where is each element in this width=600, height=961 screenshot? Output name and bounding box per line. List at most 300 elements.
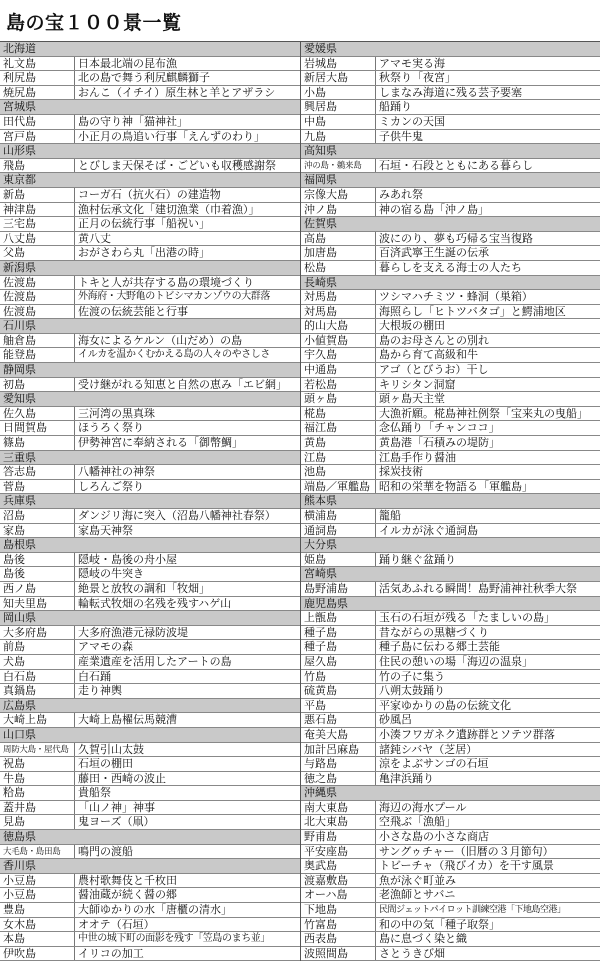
island-name: 女木島 — [3, 917, 36, 931]
table-row — [301, 392, 600, 407]
island-name: 伊吹島 — [3, 946, 36, 960]
table-row — [301, 903, 600, 918]
island-name: 宮戸島 — [3, 129, 36, 143]
treasure-description: ツシマハチミツ・蜂洞（巣箱） — [375, 290, 600, 304]
treasure-description: 海女によるケルン（山だめ）の島 — [74, 334, 300, 348]
table-row — [301, 611, 600, 626]
island-name: 頭ヶ島 — [304, 392, 337, 406]
treasure-description: 竹の子に集う — [375, 670, 600, 684]
island-name: 周防大島・屋代島 — [3, 744, 69, 755]
treasure-description: 久賀引山太鼓 — [74, 743, 300, 757]
treasure-description: イルカを温かくむかえる島の人々のやさしさ — [74, 348, 300, 362]
treasure-description: 貴船祭 — [74, 786, 300, 800]
prefecture-name: 福岡県 — [304, 173, 337, 187]
table-row — [0, 276, 300, 291]
prefecture-header — [0, 830, 300, 845]
prefecture-name: 熊本県 — [304, 494, 337, 508]
treasure-description: ミカンの天国 — [375, 115, 600, 129]
island-name: 田代島 — [3, 114, 36, 128]
prefecture-name: 徳島県 — [3, 830, 36, 844]
island-name: 神津島 — [3, 202, 36, 216]
table-row — [301, 626, 600, 641]
treasure-description: 八朔太鼓踊り — [375, 684, 600, 698]
island-name: 加唐島 — [304, 246, 337, 260]
prefecture-name: 長崎県 — [304, 275, 337, 289]
treasure-description: 黄島港「石積みの堤防」 — [375, 436, 600, 450]
island-name: 本島 — [3, 932, 25, 946]
table-row — [301, 524, 600, 539]
prefecture-header — [301, 42, 600, 57]
treasure-description: 子供牛鬼 — [375, 130, 600, 144]
island-name: 加計呂麻島 — [304, 742, 359, 756]
island-name: 飛島 — [3, 158, 25, 172]
treasure-description: 秋祭り「夜宮」 — [375, 71, 600, 85]
table-row — [301, 713, 600, 728]
island-name: 福江島 — [304, 421, 337, 435]
prefecture-header — [0, 859, 300, 874]
island-name: 小豆島 — [3, 873, 36, 887]
treasure-description: 玉石の石垣が残る「たましいの島」 — [375, 611, 600, 625]
prefecture-header — [0, 699, 300, 714]
table-row — [301, 334, 600, 349]
treasure-description: 昭和の栄華を物語る「軍艦島」 — [375, 480, 600, 494]
treasure-description: 伊勢神宮に奉納される「御幣鯛」 — [74, 436, 300, 450]
table-row — [0, 86, 300, 101]
table-row — [301, 421, 600, 436]
table-row — [301, 947, 600, 961]
treasure-description: 隠岐・島後の舟小屋 — [74, 553, 300, 567]
prefecture-name: 三重県 — [3, 450, 36, 464]
treasure-description: コーガ石（抗火石）の建造物 — [74, 188, 300, 202]
table-row — [0, 305, 300, 320]
island-name: 篠島 — [3, 436, 25, 450]
treasure-description: サングゥチャー（旧暦の３月節句） — [375, 845, 600, 859]
island-name: 大崎上島 — [3, 713, 47, 727]
table-row — [301, 830, 600, 845]
treasure-description: 念仏踊り「チャンココ」 — [375, 421, 600, 435]
table-row — [0, 290, 300, 305]
table-row — [0, 670, 300, 685]
treasure-description: 大師ゆかりの水「唐櫃の清水」 — [74, 903, 300, 917]
prefecture-header — [0, 392, 300, 407]
island-name: 端島／軍艦島 — [304, 479, 370, 493]
prefecture-name: 東京都 — [3, 173, 36, 187]
treasure-description: 漁村伝承文化「建切漁業（巾着漁）」 — [74, 203, 300, 217]
table-row — [0, 130, 300, 145]
treasure-description: 大崎上島櫂伝馬競漕 — [74, 713, 300, 727]
treasure-description: さとうきび畑 — [375, 947, 600, 961]
table-row — [301, 684, 600, 699]
table-row — [301, 509, 600, 524]
island-name: 姫島 — [304, 552, 326, 566]
prefecture-header — [301, 173, 600, 188]
island-name: 黄島 — [304, 436, 326, 450]
prefecture-header — [0, 494, 300, 509]
prefecture-name: 新潟県 — [3, 260, 36, 274]
island-name: 平安座島 — [304, 844, 348, 858]
island-name: 新島 — [3, 187, 25, 201]
table-row — [301, 888, 600, 903]
island-name: 粭島 — [3, 786, 25, 800]
island-name: 中通島 — [304, 363, 337, 377]
treasure-description: ダンジリ海に突入（沼島八幡神社春祭） — [74, 509, 300, 523]
table-row — [0, 684, 300, 699]
island-name: 沖の島・鵜来島 — [304, 160, 362, 171]
island-name: 白石島 — [3, 669, 36, 683]
island-name: 豊島 — [3, 903, 25, 917]
treasure-description: 籠船 — [375, 509, 600, 523]
island-name: 犬島 — [3, 654, 25, 668]
table-row — [301, 582, 600, 597]
table-row — [0, 465, 300, 480]
treasure-description: 老漁師とサバニ — [375, 888, 600, 902]
table-row — [301, 757, 600, 772]
island-name: 渡嘉敷島 — [304, 873, 348, 887]
island-name: 日間賀島 — [3, 421, 47, 435]
table-row — [0, 407, 300, 422]
table-row — [0, 436, 300, 451]
prefecture-header — [0, 538, 300, 553]
treasure-description: 涼をよぶサンゴの石垣 — [375, 757, 600, 771]
island-name: 見島 — [3, 815, 25, 829]
island-name: 小島 — [304, 85, 326, 99]
treasure-description: キリシタン洞窟 — [375, 378, 600, 392]
treasure-description: 絶景と放牧の調和「牧畑」 — [74, 582, 300, 596]
treasure-description: 魚が泳ぐ町並み — [375, 874, 600, 888]
table-row — [0, 903, 300, 918]
table-row — [301, 918, 600, 933]
island-name: 与路島 — [304, 757, 337, 771]
prefecture-name: 沖縄県 — [304, 786, 337, 800]
table-row — [301, 407, 600, 422]
island-name: 牛島 — [3, 771, 25, 785]
prefecture-header — [0, 451, 300, 466]
table-row — [0, 567, 300, 582]
right-column — [300, 41, 600, 961]
treasure-description: 黄八丈 — [74, 232, 300, 246]
treasure-description: トビーチャ（飛びイカ）を干す風景 — [375, 859, 600, 873]
treasure-description: 昔ながらの黒糖づくり — [375, 626, 600, 640]
table-row — [301, 261, 600, 276]
island-name: 硫黄島 — [304, 684, 337, 698]
table-row — [0, 378, 300, 393]
treasure-description: 走り神輿 — [74, 684, 300, 698]
table-row — [0, 947, 300, 961]
prefecture-header — [301, 276, 600, 291]
treasure-description: 海照らし「ヒトツバタゴ」と鰐浦地区 — [375, 305, 600, 319]
table-row — [0, 71, 300, 86]
island-name: 竹島 — [304, 669, 326, 683]
treasure-description: 住民の憩いの場「海辺の温泉」 — [375, 655, 600, 669]
prefecture-name: 大分県 — [304, 538, 337, 552]
island-name: 焼尻島 — [3, 85, 36, 99]
island-name: 蓋井島 — [3, 800, 36, 814]
treasure-description: 砂風呂 — [375, 713, 600, 727]
table-row — [0, 801, 300, 816]
island-name: 島後 — [3, 552, 25, 566]
table-row — [301, 319, 600, 334]
table-row — [0, 713, 300, 728]
table-row — [301, 305, 600, 320]
prefecture-name: 岡山県 — [3, 611, 36, 625]
island-name: 能登島 — [3, 348, 36, 362]
table-row — [301, 188, 600, 203]
table-row — [0, 57, 300, 72]
table-row — [301, 232, 600, 247]
island-name: 初島 — [3, 377, 25, 391]
treasure-description: 醤油蔵が続く醤の郷 — [74, 888, 300, 902]
prefecture-name: 島根県 — [3, 538, 36, 552]
treasure-description: 小湊フワガネク遺跡群とソテツ群落 — [375, 728, 600, 742]
island-name: 舳倉島 — [3, 333, 36, 347]
treasure-description: 鳴門の渡船 — [74, 845, 300, 859]
treasure-description: 踊り継ぐ盆踊り — [375, 553, 600, 567]
table-row — [301, 378, 600, 393]
table-row — [301, 655, 600, 670]
treasure-description: おがさわら丸「出港の時」 — [74, 246, 300, 260]
island-name: 的山大島 — [304, 319, 348, 333]
island-name: 佐渡島 — [3, 304, 36, 318]
prefecture-name: 山口県 — [3, 727, 36, 741]
treasure-description: 鬼ヨーズ（凧） — [74, 815, 300, 829]
prefecture-header — [0, 728, 300, 743]
island-name: 家島 — [3, 523, 25, 537]
treasure-description: 八幡神社の神祭 — [74, 465, 300, 479]
island-name: 対馬島 — [304, 290, 337, 304]
treasure-description: 百済武寧王生誕の伝承 — [375, 246, 600, 260]
treasure-description: 石垣の棚田 — [74, 757, 300, 771]
island-name: 奄美大島 — [304, 727, 348, 741]
treasure-description: 白石踊 — [74, 670, 300, 684]
prefecture-name: 北海道 — [3, 42, 36, 55]
prefecture-header — [301, 567, 600, 582]
table-row — [301, 86, 600, 101]
treasure-description: 島のお母さんとの別れ — [375, 334, 600, 348]
island-name: 小豆島 — [3, 888, 36, 902]
table-row — [301, 845, 600, 860]
table-row — [0, 888, 300, 903]
table-row — [0, 203, 300, 218]
treasure-description: イリコの加工 — [74, 947, 300, 961]
island-name: 祝島 — [3, 757, 25, 771]
island-name: 八丈島 — [3, 231, 36, 245]
island-name: 波照間島 — [304, 946, 348, 960]
prefecture-name: 高知県 — [304, 144, 337, 158]
treasure-description: 中世の城下町の面影を残す「笠島のまち並」 — [74, 932, 300, 946]
island-name: 中島 — [304, 114, 326, 128]
table-row — [301, 436, 600, 451]
table-row — [0, 553, 300, 568]
island-name: 大多府島 — [3, 625, 47, 639]
table-row — [301, 699, 600, 714]
island-name: オーハ島 — [304, 888, 348, 902]
island-name: 松島 — [304, 260, 326, 274]
island-name: 上甑島 — [304, 611, 337, 625]
table-row — [0, 815, 300, 830]
treasure-description: 農村歌舞伎と千枚田 — [74, 874, 300, 888]
prefecture-name: 静岡県 — [3, 363, 36, 377]
treasure-description: 島に息づく染と織 — [375, 932, 600, 946]
prefecture-header — [301, 786, 600, 801]
prefecture-header — [0, 611, 300, 626]
table-row — [0, 524, 300, 539]
island-name: 種子島 — [304, 640, 337, 654]
treasure-description: 日本最北端の昆布漁 — [74, 57, 300, 71]
island-name: 西表島 — [304, 932, 337, 946]
treasure-description: 輪転式牧畑の名残を残すハゲ山 — [74, 597, 300, 611]
table-row — [301, 480, 600, 495]
island-name: 江島 — [304, 450, 326, 464]
island-name: 徳之島 — [304, 771, 337, 785]
treasure-description: アゴ（とびうお）干し — [375, 363, 600, 377]
table-row — [0, 582, 300, 597]
treasure-description: おんこ（イチイ）原生林と羊とアザラシ — [74, 86, 300, 100]
table-row — [301, 451, 600, 466]
table-row — [0, 597, 300, 612]
table-row — [0, 159, 300, 174]
treasure-description: 佐渡の伝統芸能と行事 — [74, 305, 300, 319]
treasure-description: 頭ヶ島天主堂 — [375, 392, 600, 406]
treasure-description: 石垣・石段とともにある暮らし — [375, 159, 600, 173]
island-name: 沼島 — [3, 509, 25, 522]
treasure-description: 平家ゆかりの島の伝統文化 — [375, 699, 600, 713]
island-treasure-table — [0, 41, 600, 960]
table-row — [301, 640, 600, 655]
prefecture-name: 香川県 — [3, 859, 36, 873]
treasure-description: アマモ実る海 — [375, 57, 600, 71]
table-row — [301, 553, 600, 568]
table-row — [301, 203, 600, 218]
island-name: 佐渡島 — [3, 275, 36, 289]
island-name: 通詞島 — [304, 523, 337, 537]
table-row — [301, 670, 600, 685]
table-row — [0, 655, 300, 670]
prefecture-header — [301, 597, 600, 612]
treasure-description: 家島天神祭 — [74, 524, 300, 538]
prefecture-header — [301, 217, 600, 232]
table-row — [0, 626, 300, 641]
table-row — [301, 874, 600, 889]
island-name: 礼文島 — [3, 56, 36, 70]
treasure-description: 「山ノ神」神事 — [74, 801, 300, 815]
island-name: 小値賀島 — [304, 333, 348, 347]
island-name: 野甫島 — [304, 830, 337, 844]
island-name: 岩城島 — [304, 56, 337, 70]
island-name: 興居島 — [304, 100, 337, 114]
island-name: 知夫里島 — [3, 596, 47, 610]
island-name: 西ノ島 — [3, 581, 36, 595]
treasure-description: トキと人が共存する島の環境づくり — [74, 276, 300, 290]
island-name: 答志島 — [3, 465, 36, 479]
treasure-description: 正月の伝統行事「船祝い」 — [74, 217, 300, 231]
island-name: 横浦島 — [304, 509, 337, 522]
island-name: 宇久島 — [304, 348, 337, 362]
table-row — [0, 246, 300, 261]
table-row — [301, 363, 600, 378]
island-name: 島後 — [3, 567, 25, 581]
treasure-description: 亀津浜踊り — [375, 772, 600, 786]
island-name: 若松島 — [304, 377, 337, 391]
island-name: 真鍋島 — [3, 684, 36, 698]
island-name: 宗像大島 — [304, 187, 348, 201]
island-name: 下地島 — [304, 903, 337, 917]
prefecture-name: 愛知県 — [3, 392, 36, 406]
island-name: 池島 — [304, 465, 326, 479]
prefecture-header — [0, 363, 300, 378]
table-row — [301, 772, 600, 787]
island-name: 南大東島 — [304, 800, 348, 814]
treasure-description: 活気あふれる瞬間！島野浦神社秋季大祭 — [375, 582, 600, 596]
table-row — [0, 743, 300, 758]
treasure-description: ほうろく祭り — [74, 421, 300, 435]
treasure-description: 江島手作り醤油 — [375, 451, 600, 465]
island-name: 高島 — [304, 231, 326, 245]
prefecture-name: 山形県 — [3, 144, 36, 158]
table-row — [0, 115, 300, 130]
island-name: 前島 — [3, 640, 25, 654]
treasure-description: 波にのり、夢も巧帰る宝当復路 — [375, 232, 600, 246]
treasure-description: 島の守り神「猫神社」 — [74, 115, 300, 129]
treasure-description: アマモの森 — [74, 640, 300, 654]
prefecture-name: 石川県 — [3, 319, 36, 333]
treasure-description: 大根坂の棚田 — [375, 319, 600, 333]
table-row — [0, 932, 300, 947]
treasure-description: 隠岐の牛突き — [74, 567, 300, 581]
treasure-description: 外海府・大野亀のトビシマカンゾウの大群落 — [74, 290, 300, 304]
table-row — [0, 786, 300, 801]
treasure-description: 産業遺産を活用したアートの島 — [74, 655, 300, 669]
treasure-description: 空飛ぶ「漁船」 — [375, 815, 600, 829]
table-row — [0, 421, 300, 436]
table-row — [301, 348, 600, 363]
prefecture-name: 鹿児島県 — [304, 596, 348, 610]
table-row — [0, 509, 300, 524]
treasure-description: みあれ祭 — [375, 188, 600, 202]
island-name: 屋久島 — [304, 654, 337, 668]
island-name: 大毛島・島田島 — [3, 846, 61, 857]
treasure-description: 船踊り — [375, 100, 600, 114]
table-row — [301, 932, 600, 947]
treasure-description: 諸鈍シバヤ（芝居） — [375, 743, 600, 757]
treasure-description: 受け継がれる知恵と自然の恵み「エビ網」 — [74, 378, 300, 392]
table-row — [0, 845, 300, 860]
table-row — [301, 290, 600, 305]
island-name: 奥武島 — [304, 859, 337, 873]
table-row — [301, 801, 600, 816]
table-row — [301, 57, 600, 72]
prefecture-header — [301, 494, 600, 509]
prefecture-name: 宮崎県 — [304, 567, 337, 581]
table-row — [0, 480, 300, 495]
treasure-description: しまなみ海道に残る芸予要塞 — [375, 86, 600, 100]
table-row — [0, 188, 300, 203]
prefecture-header — [0, 144, 300, 159]
treasure-description: とびしま天保そば・ごどいも収穫感謝祭 — [74, 159, 300, 173]
table-row — [301, 728, 600, 743]
treasure-description: 神の宿る島「沖ノ島」 — [375, 203, 600, 217]
island-name: 父島 — [3, 246, 25, 260]
prefecture-header — [0, 261, 300, 276]
treasure-description: 三河湾の黒真珠 — [74, 407, 300, 421]
table-row — [301, 71, 600, 86]
prefecture-name: 佐賀県 — [304, 217, 337, 231]
table-row — [301, 100, 600, 115]
island-name: 利尻島 — [3, 71, 36, 85]
prefecture-header — [301, 538, 600, 553]
table-row — [301, 743, 600, 758]
treasure-description: 大多府漁港元禄防波堤 — [74, 626, 300, 640]
island-name: 沖ノ島 — [304, 202, 337, 216]
